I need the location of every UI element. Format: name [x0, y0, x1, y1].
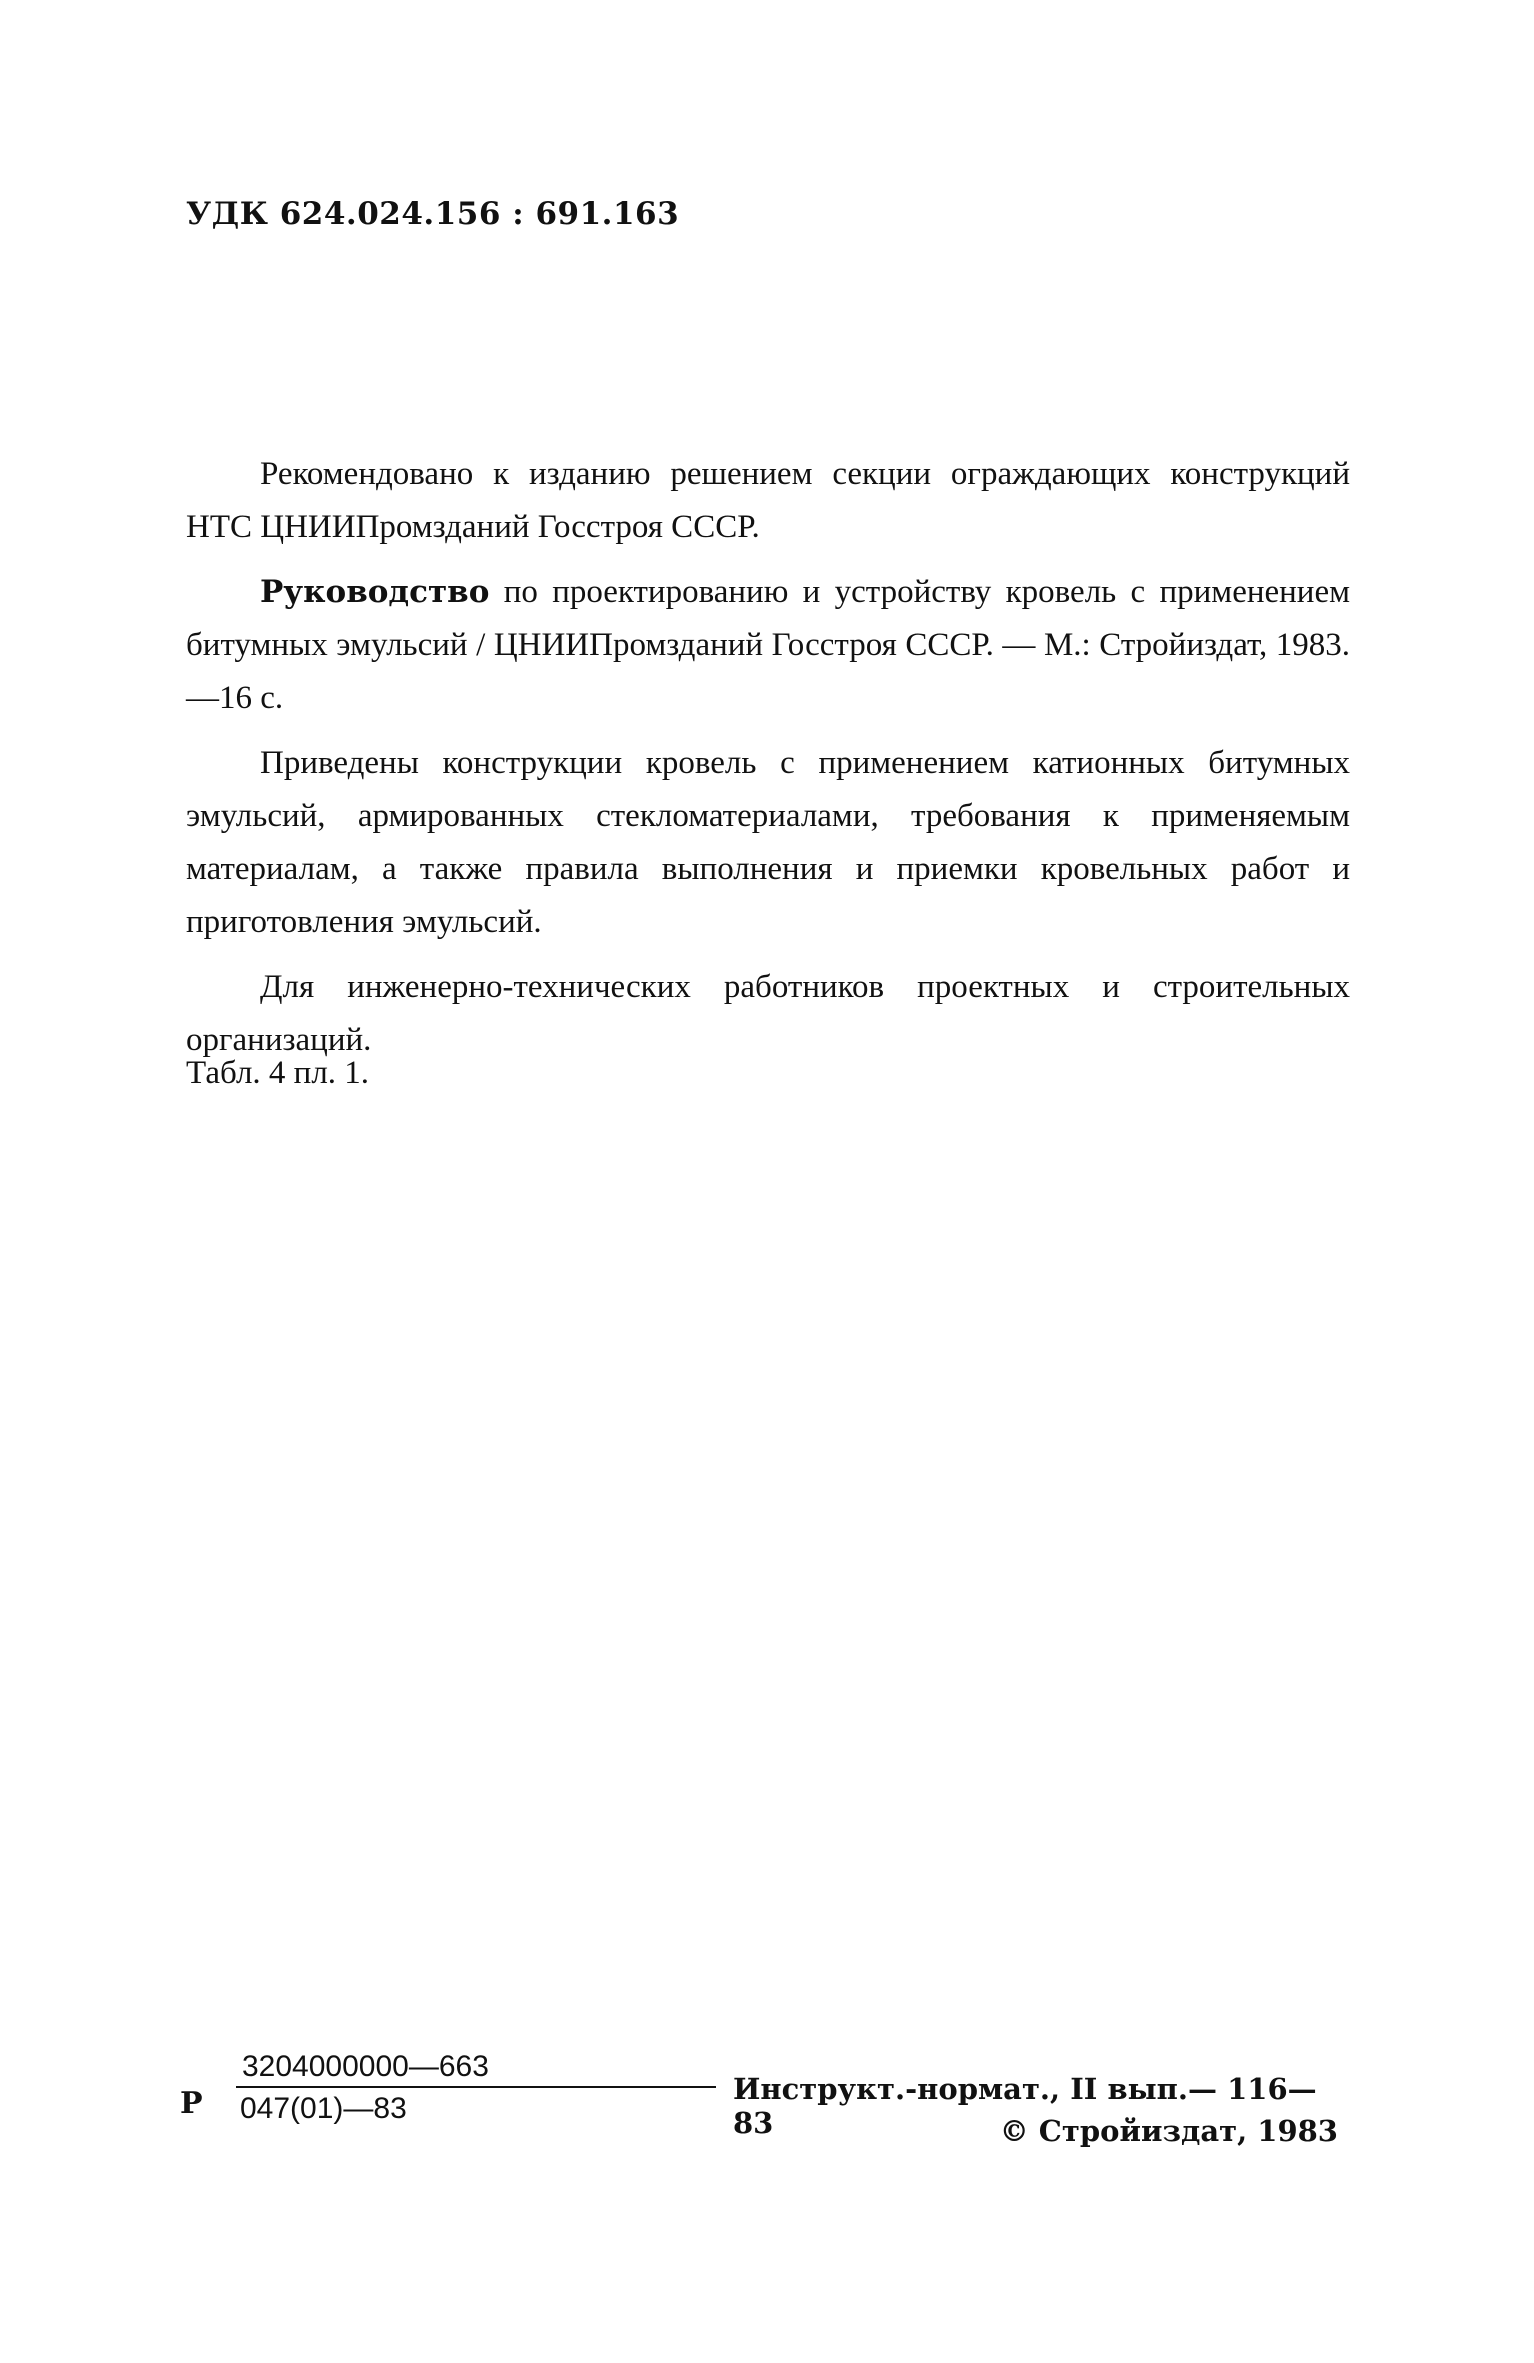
imprint-series: Инструкт.-нормат., II вып.— 116—83: [733, 2072, 1317, 2140]
imprint-letter: Р: [180, 2086, 203, 2121]
udk-code: УДК 624.024.156 : 691.163: [186, 196, 680, 232]
imprint-fraction: [236, 2050, 716, 2126]
imprint-copyright: © Стройиздат, 1983: [999, 2114, 1338, 2148]
summary-paragraph: Приведены конструкции кровель с применением катионных битумных эмульсий, армированных стекломатериалами, требования к применяемым материалам, а также правила выполнения и приемки кровельных работ и приготовления эмульсий.: [186, 745, 1350, 940]
citation-title: Руководство: [260, 574, 490, 610]
citation-text: по проектированию и устройству кровель с применением битумных эмульсий / ЦНИИПромзданий Госстроя СССР. — М.: Стройиздат, 1983.—16 с.: [186, 574, 1350, 716]
imprint-numerator: 3204000000—663: [236, 2050, 716, 2088]
recommendation-paragraph: Рекомендовано к изданию решением секции ограждающих конструкций НТС ЦНИИПромзданий Госстроя СССР.: [186, 456, 1350, 545]
audience-paragraph: Для инженерно-технических работников проектных и строительных организаций.: [186, 969, 1350, 1058]
tables-note: Табл. 4 пл. 1.: [186, 1055, 370, 1091]
citation-paragraph: [186, 566, 1350, 725]
abstract-block: [186, 448, 1350, 1079]
imprint-denominator: 047(01)—83: [240, 2092, 407, 2125]
imprint-block: [180, 2050, 1350, 2160]
